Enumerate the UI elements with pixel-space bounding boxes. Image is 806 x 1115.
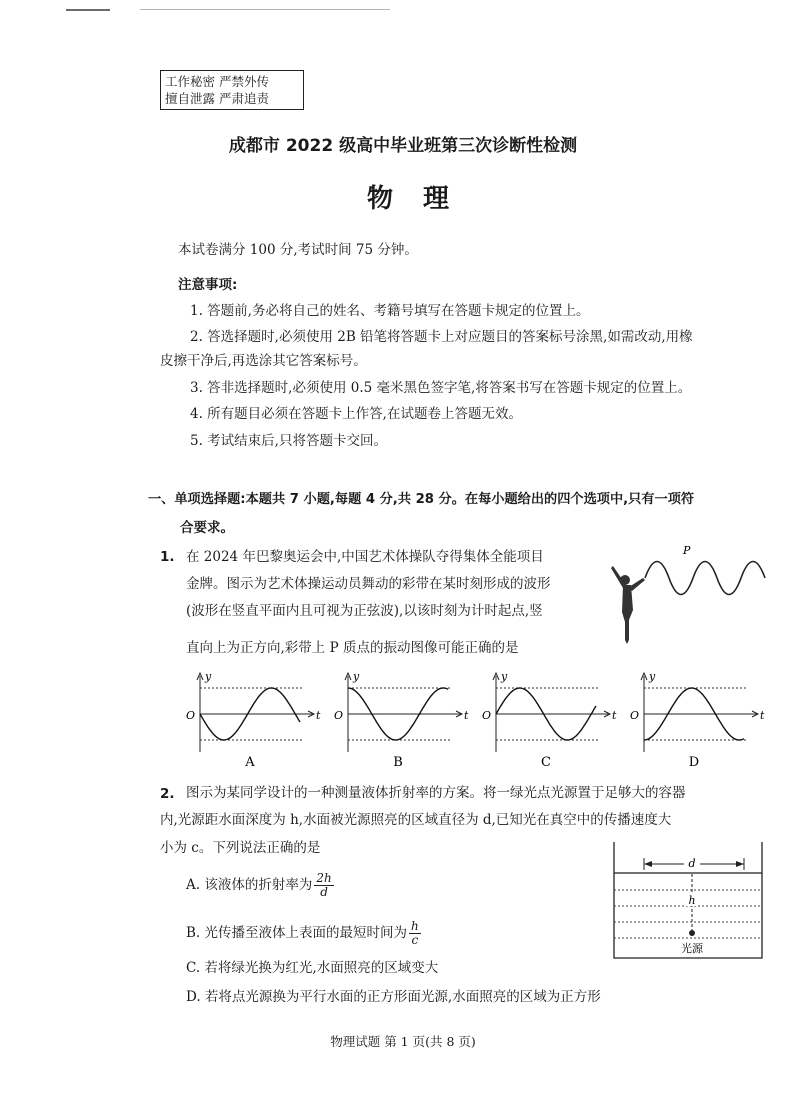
q1-line: 在 2024 年巴黎奥运会中,中国艺术体操队夺得集体全能项目 (186, 549, 544, 565)
x-axis-label: t (612, 709, 617, 722)
option-label: A (245, 755, 255, 768)
confidential-stamp (160, 70, 304, 110)
h-label: h (688, 894, 696, 907)
q2-line: 图示为某同学设计的一种测量液体折射率的方案。将一绿光点光源置于足够大的容器 (186, 785, 686, 801)
y-axis-label: y (649, 670, 656, 683)
gymnast-ribbon-figure (605, 540, 775, 650)
notice-item: 1. 答题前,务必将自己的姓名、考籍号填写在答题卡规定的位置上。 (190, 303, 590, 319)
x-axis-label: t (316, 709, 321, 722)
origin-label: O (482, 709, 492, 722)
scan-line-left (66, 9, 110, 11)
question-number: 2. (160, 786, 175, 802)
section-heading-cont: 合要求。 (180, 520, 234, 536)
fraction: $\frac{h}{c}$ (411, 919, 419, 947)
source-label: 光源 (681, 942, 703, 955)
notice-item: 4. 所有题目必须在答题卡上作答,在试题卷上答题无效。 (190, 406, 522, 422)
section-heading: 一、单项选择题:本题共 7 小题,每题 4 分,共 28 分。在每小题给出的四个选项中,只有一项符 (148, 492, 695, 507)
container-figure (608, 838, 768, 963)
ribbon-wave (645, 562, 765, 595)
notice-item: 5. 考试结束后,只将答题卡交回。 (190, 433, 387, 449)
exam-title: 成都市 2022 级高中毕业班第三次诊断性检测 (228, 136, 578, 156)
q2-option-d: D. 若将点光源换为平行水面的正方形面光源,水面照亮的区域为正方形 (186, 989, 601, 1005)
y-axis-label: y (353, 670, 360, 683)
gymnast-silhouette (611, 566, 645, 644)
option-graph-A (186, 670, 321, 768)
notice-item: 皮擦干净后,再选涂其它答案标号。 (160, 353, 367, 369)
notice-heading: 注意事项: (178, 277, 238, 293)
option-graph-D (630, 670, 765, 768)
y-axis-label: y (501, 670, 508, 683)
light-source (689, 930, 695, 936)
notice-item: 2. 答选择题时,必须使用 2B 铅笔将答题卡上对应题目的答案标号涂黑,如需改动,用橡 (190, 329, 693, 345)
exam-intro: 本试卷满分 100 分,考试时间 75 分钟。 (178, 242, 418, 258)
subject-title: 物理 (366, 184, 479, 214)
x-axis-label: t (760, 709, 765, 722)
origin-label: O (630, 709, 640, 722)
origin-label: O (334, 709, 344, 722)
option-label: B (393, 755, 403, 768)
q2-option-b (186, 920, 421, 947)
y-axis-label: y (205, 670, 212, 683)
origin-label: O (186, 709, 196, 722)
page-footer: 物理试题 第 1 页(共 8 页) (330, 1034, 476, 1049)
scan-line-right (140, 9, 390, 10)
q2-option-a (186, 872, 334, 899)
option-graph-C (482, 670, 617, 768)
q2-option-c: C. 若将绿光换为红光,水面照亮的区域变大 (186, 960, 439, 976)
fraction: $\frac{2h}{d}$ (316, 871, 332, 899)
option-label: D (688, 755, 700, 768)
notice-item: 3. 答非选择题时,必须使用 0.5 毫米黑色签字笔,将答案书写在答题卡规定的位置上。 (190, 380, 692, 396)
q2-line: 小为 c。下列说法正确的是 (160, 840, 321, 856)
stamp-line-1: 工作秘密 严禁外传 (165, 74, 269, 89)
stamp-line-2: 擅自泄露 严肃追责 (165, 91, 269, 106)
option-graph-B (334, 670, 469, 768)
point-p-label: P (683, 544, 691, 557)
option-label: C (541, 755, 551, 768)
q2-line: 内,光源距水面深度为 h,水面被光源照亮的区域直径为 d,已知光在真空中的传播速度大 (160, 812, 672, 828)
q1-option-graphs (180, 668, 780, 768)
q2-option-b-text: B. 光传播至液体上表面的最短时间为 (186, 925, 408, 941)
d-label: d (688, 857, 696, 870)
q1-line: 金牌。图示为艺术体操运动员舞动的彩带在某时刻形成的波形 (186, 576, 551, 592)
q1-line: 直向上为正方向,彩带上 P 质点的振动图像可能正确的是 (186, 640, 519, 656)
question-number: 1. (160, 549, 175, 565)
q1-line: (波形在竖直平面内且可视为正弦波),以该时刻为计时起点,竖 (186, 603, 543, 619)
x-axis-label: t (464, 709, 469, 722)
q2-option-a-text: A. 该液体的折射率为 (186, 877, 313, 893)
